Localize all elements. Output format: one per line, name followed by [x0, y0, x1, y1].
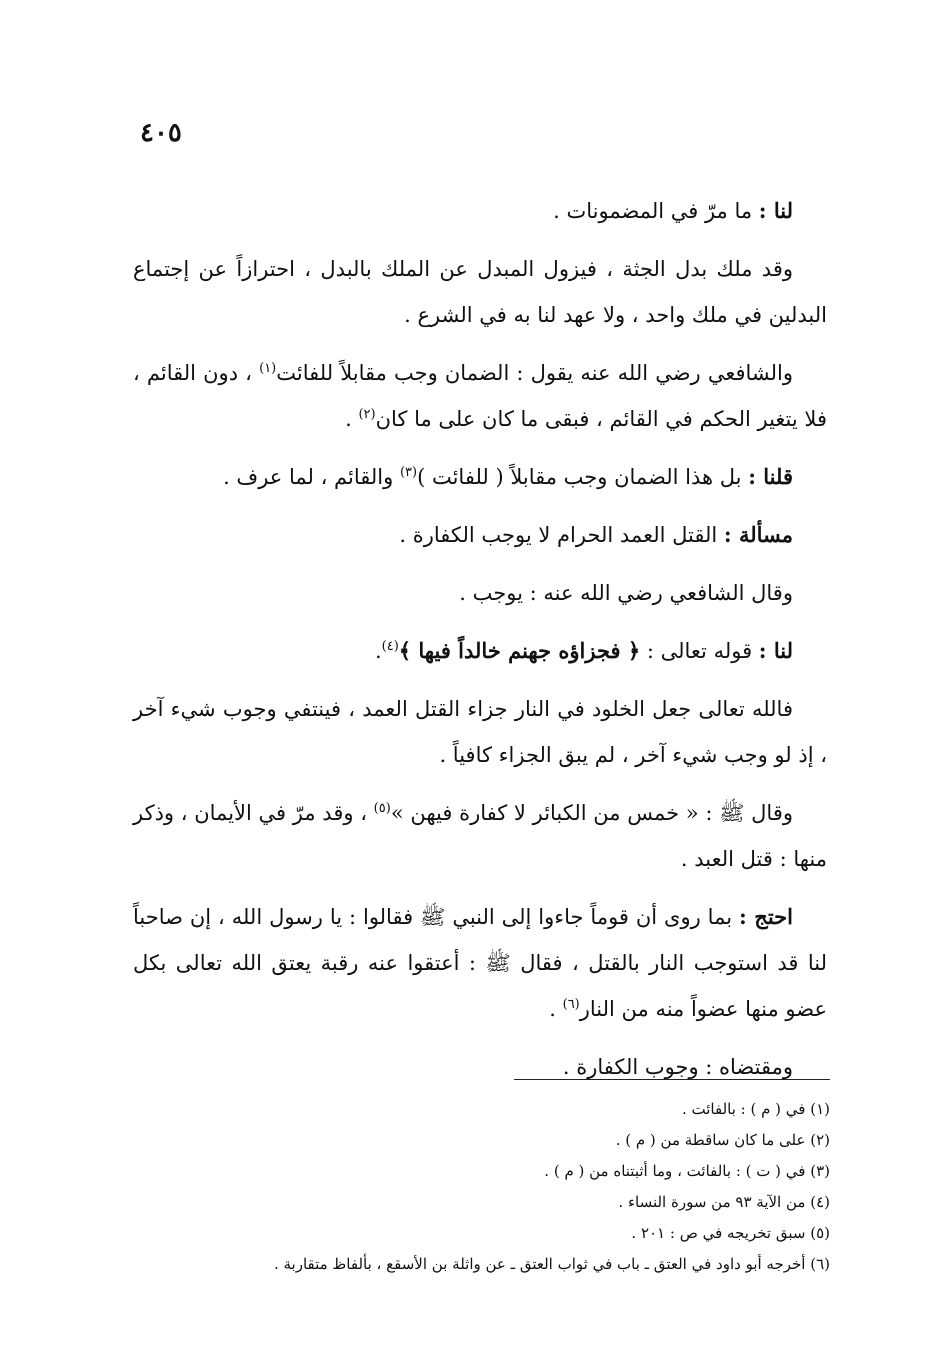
paragraph-text: ما مرّ في المضمونات .: [553, 199, 759, 223]
paragraph: [133, 570, 827, 616]
footnote-marker: (٥): [373, 801, 391, 816]
paragraph: [133, 454, 827, 500]
footnote: (١) في ( م ) : بالفائت .: [681, 1100, 830, 1118]
footnote-marker: (٦): [562, 997, 580, 1012]
paragraph-text: فالله تعالى جعل الخلود في النار جزاء القتل العمد ، فينتفي وجوب شيء آخر ، إذ لو وجب شيء آخر ، لم يبق الجزاء كافياً .: [133, 697, 827, 767]
paragraph-lead: احتج :: [738, 904, 793, 929]
paragraph-lead: لنا :: [758, 638, 793, 663]
footnote: (٢) على ما كان ساقطة من ( م ) .: [615, 1131, 830, 1149]
quran-verse: ﴿ فجزاؤه جهنم خالداً فيها ﴾: [398, 638, 641, 663]
paragraph-text: وقد ملك بدل الجثة ، فيزول المبدل عن الملك بالبدل ، احترازاً عن إجتماع البدلين في ملك واحد ، ولا عهد لنا به في الشرع .: [133, 257, 827, 327]
paragraph-text: .: [345, 407, 359, 431]
paragraph: [133, 894, 827, 1032]
paragraph-lead: مسألة :: [723, 522, 793, 547]
footnote: (٤) من الآية ٩٣ من سورة النساء .: [618, 1193, 830, 1211]
footnotes: [240, 1094, 830, 1280]
paragraph-text: والشافعي رضي الله عنه يقول : الضمان وجب مقابلاً للفائت: [276, 361, 793, 385]
footnote-marker: (٤): [381, 639, 399, 654]
paragraph-text: قوله تعالى :: [640, 639, 759, 663]
footnote: (٦) أخرجه أبو داود في العتق ـ باب في ثواب العتق ـ عن واثلة بن الأسقع ، بألفاظ متقاربة .: [273, 1255, 830, 1273]
paragraph: [133, 628, 827, 674]
paragraph-text: والقائم ، لما عرف .: [223, 465, 400, 489]
paragraph-text: .: [374, 639, 382, 663]
paragraph-text: بل هذا الضمان وجب مقابلاً ( للفائت ): [417, 465, 749, 489]
paragraph-text: القتل العمد الحرام لا يوجب الكفارة .: [399, 523, 724, 547]
paragraph-lead: لنا :: [758, 198, 793, 223]
paragraph: [133, 1044, 827, 1090]
paragraph: [133, 790, 827, 882]
footnote-marker: (١): [259, 361, 277, 376]
paragraph: [133, 246, 827, 338]
paragraph: [133, 686, 827, 778]
paragraph-text: وقال ﷺ : « خمس من الكبائر لا كفارة فيهن »: [390, 801, 793, 825]
paragraph: [133, 350, 827, 442]
paragraph-text: .: [549, 997, 563, 1021]
footnote-marker: (٣): [399, 465, 418, 480]
paragraph-lead: قلنا :: [748, 464, 793, 489]
footnote: (٣) في ( ت ) : بالفائت ، وما أثبتناه من ( م ) .: [544, 1162, 830, 1180]
paragraph-text: ومقتضاه : وجوب الكفارة .: [562, 1055, 793, 1079]
paragraph-text: ، وقد مرّ في الأيمان ، وذكر منها : قتل العبد .: [133, 801, 827, 871]
paragraph-text: وقال الشافعي رضي الله عنه : يوجب .: [459, 581, 793, 605]
main-text: [133, 188, 827, 1102]
page-number: ٤٠٥: [140, 118, 182, 148]
footnote: (٥) سبق تخريجه في ص : ٢٠١ .: [631, 1224, 830, 1242]
footnote-divider: [514, 1079, 830, 1080]
paragraph-text: ، دون القائم ، فلا يتغير الحكم في القائم ، فبقى ما كان على ما كان: [133, 361, 827, 431]
paragraph: [133, 512, 827, 558]
paragraph: [133, 188, 827, 234]
paragraph-text: بما روى أن قوماً جاءوا إلى النبي ﷺ فقالوا : يا رسول الله ، إن صاحباً لنا قد استوجب النار بالقتل ، فقال ﷺ : أعتقوا عنه رقبة يعتق الله تعالى بكل عضو منها عضواً منه من النار: [133, 905, 827, 1021]
footnote-marker: (٢): [358, 407, 376, 422]
